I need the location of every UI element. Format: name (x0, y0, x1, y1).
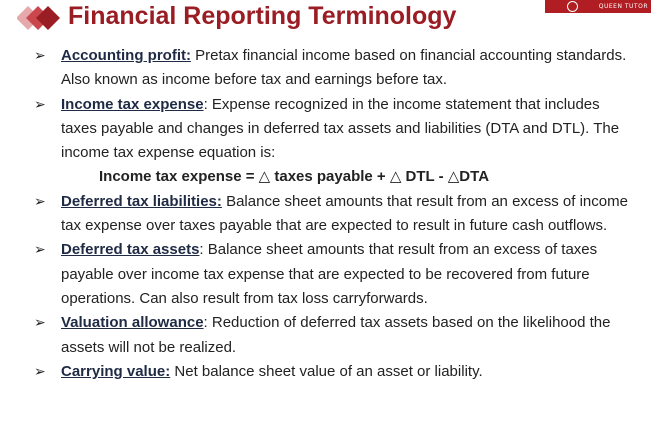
brand-logo (545, 0, 651, 13)
arrowhead-bullet-icon: ➢ (34, 315, 46, 332)
page-title: Financial Reporting Terminology (68, 2, 457, 30)
list-item-carrying-value (34, 360, 634, 384)
term-label: Accounting profit: (61, 47, 191, 64)
seal-icon (567, 1, 578, 12)
list-item-valuation-allowance (34, 311, 634, 360)
term-label: Deferred tax liabilities: (61, 192, 222, 210)
list-item-accounting-profit (34, 44, 634, 93)
arrowhead-bullet-icon: ➢ (34, 193, 46, 210)
term-definition: : Expense recognized in the income statement that includes taxes payable and changes in deferred tax assets and liabilities (DTA and DTL). The income tax expense equation is: (61, 95, 620, 162)
terminology-list (34, 44, 634, 384)
list-item-income-tax-expense (34, 93, 634, 190)
term-definition: Net balance sheet value of an asset or liability. (174, 362, 483, 380)
list-item-deferred-tax-liabilities (34, 190, 634, 239)
arrowhead-bullet-icon: ➢ (34, 48, 46, 64)
income-tax-equation: Income tax expense = △ taxes payable + △ DTL - △DTA (99, 168, 490, 186)
list-item-deferred-tax-assets (34, 238, 634, 311)
arrowhead-bullet-icon: ➢ (34, 363, 46, 380)
term-label: Income tax expense (61, 95, 204, 113)
term-label: Valuation allowance (61, 314, 204, 332)
term-definition: : Reduction of deferred tax assets based on the likelihood the assets will not be realized. (61, 314, 611, 356)
term-definition: Pretax financial income based on financial accounting standards. Also known as income before tax and earnings before tax. (61, 47, 627, 89)
term-definition: Balance sheet amounts that result from an excess of income tax expense over taxes payable that are expected to result in future cash outflows. (61, 192, 628, 235)
term-label: Deferred tax assets (61, 241, 200, 259)
term-label: Carrying value: (61, 362, 171, 380)
term-definition: : Balance sheet amounts that result from an excess of taxes payable over income tax expense that are expected to be recovered from future operations. Can also result from tax loss carryforwards. (61, 241, 598, 307)
logo-text: QUEEN TUTOR (598, 3, 648, 10)
title-diamonds-icon (17, 6, 61, 30)
arrowhead-bullet-icon: ➢ (34, 242, 46, 259)
arrowhead-bullet-icon: ➢ (34, 96, 46, 113)
